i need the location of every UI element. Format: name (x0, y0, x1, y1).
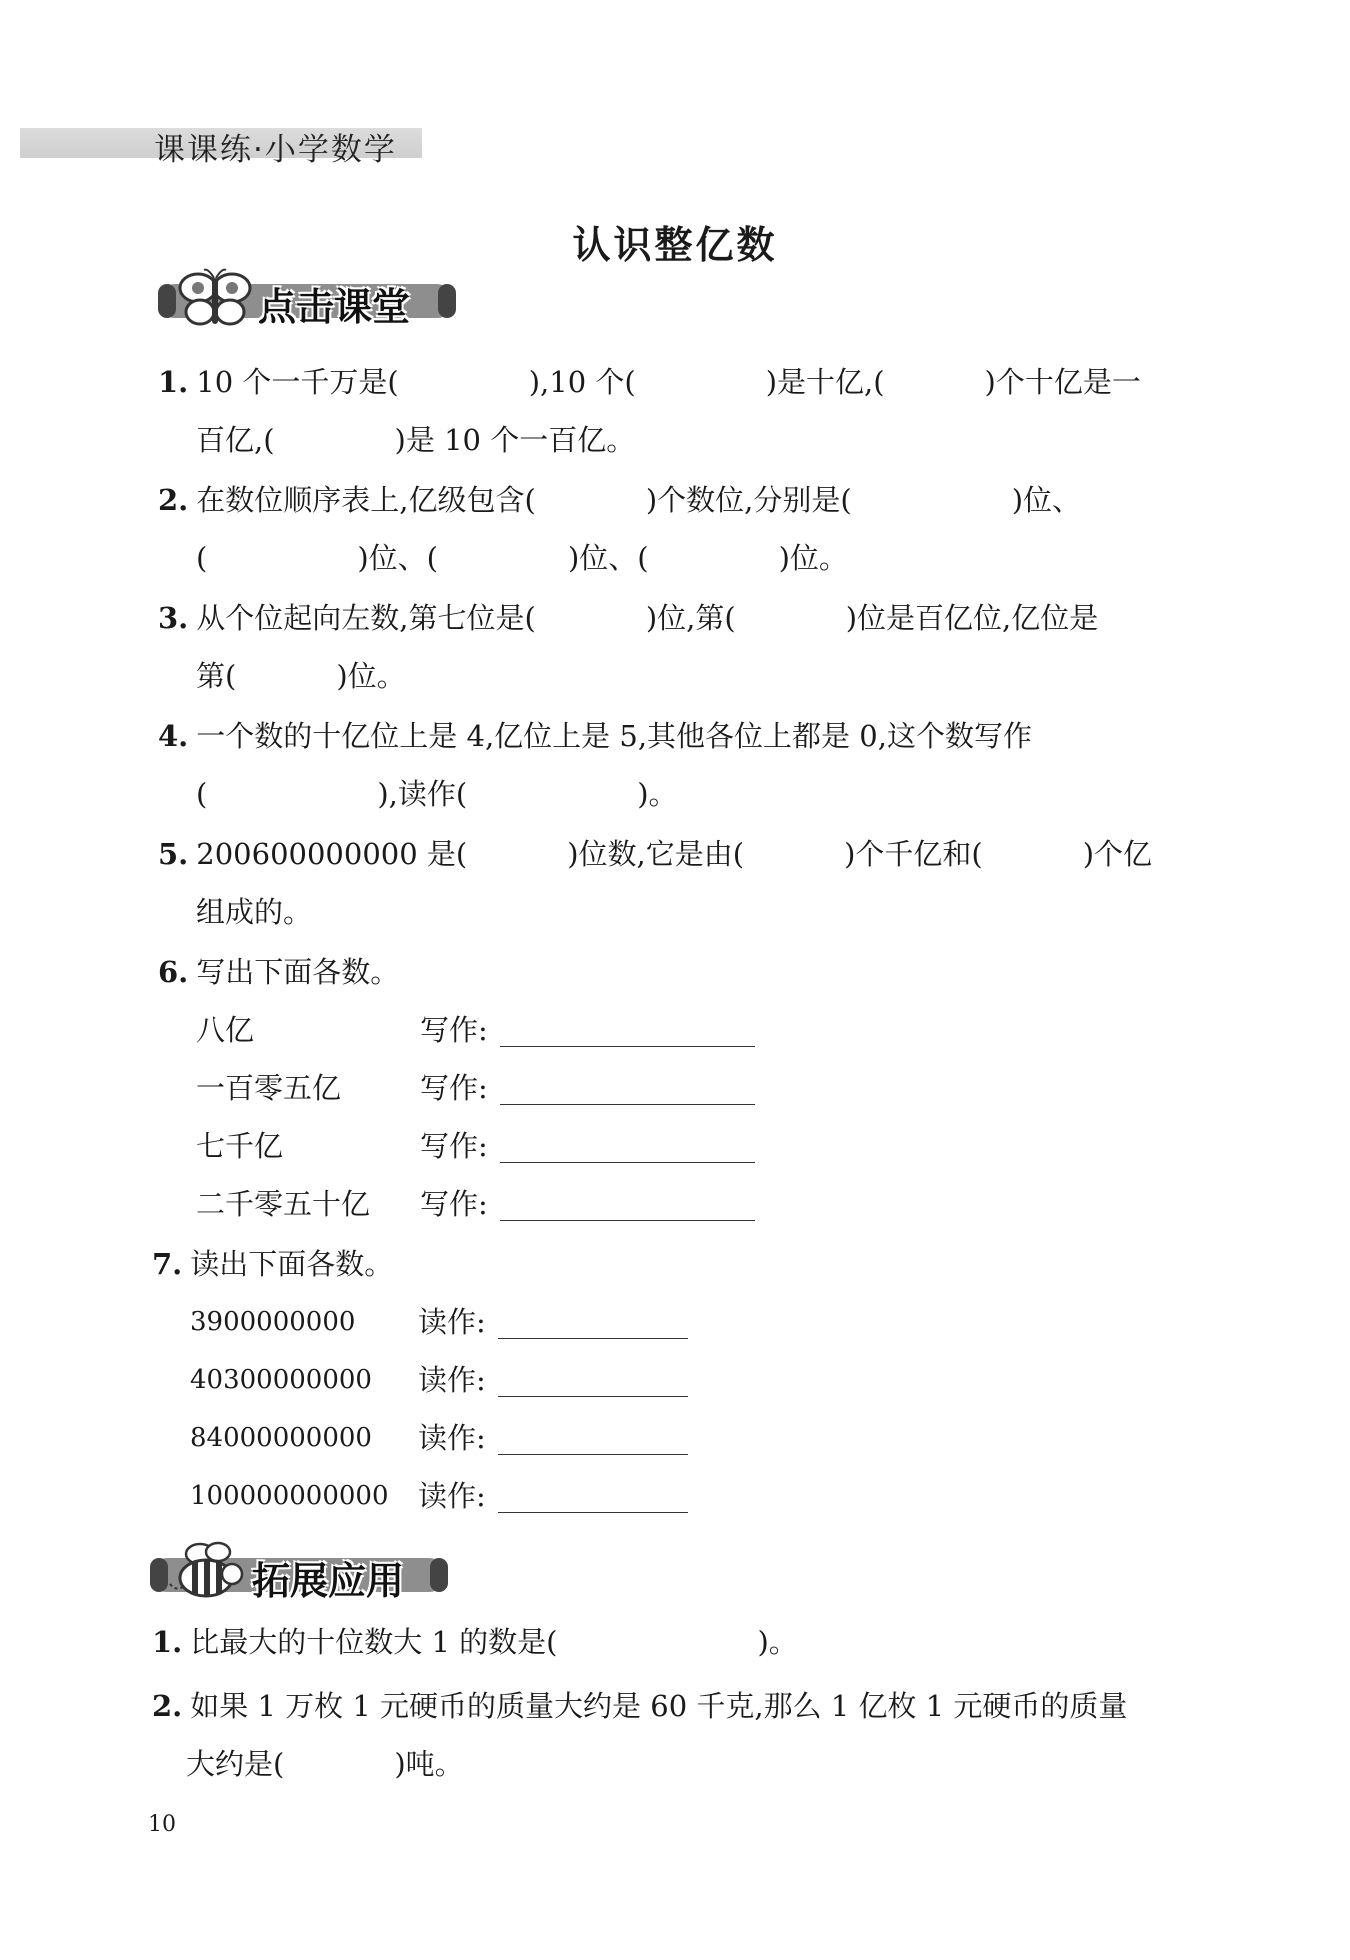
q7-answer-label: 读作: (418, 1421, 486, 1455)
question-3-line-1: 3. 从个位起向左数,第七位是( )位,第( )位是百亿位,亿位是 (158, 601, 1099, 635)
q6-item-label: 七千亿 (196, 1129, 284, 1163)
q6-answer-line[interactable] (500, 1162, 755, 1163)
q7-item-label: 3900000000 (190, 1307, 356, 1337)
question-5-line-2: 组成的。 (196, 895, 313, 929)
section-label-extension: 拓展应用 (252, 1559, 405, 1603)
extension-1-line-1: 1. 比最大的十位数大 1 的数是( )。 (152, 1625, 798, 1659)
question-3-line-2: 第( )位。 (196, 659, 406, 693)
q6-answer-line[interactable] (500, 1046, 755, 1047)
extension-2-line-2: 大约是( )吨。 (186, 1747, 464, 1781)
extension-2-line-1: 2. 如果 1 万枚 1 元硬币的质量大约是 60 千克,那么 1 亿枚 1 元硬币的质量 (152, 1689, 1128, 1723)
page-title: 认识整亿数 (572, 223, 778, 267)
q7-answer-line[interactable] (498, 1512, 688, 1513)
q6-answer-label: 写作: (420, 1013, 488, 1047)
question-1-line-2: 百亿,( )是 10 个一百亿。 (196, 423, 636, 457)
q6-item-label: 一百零五亿 (196, 1071, 342, 1105)
book-header: 课课练·小学数学 (154, 132, 397, 168)
q7-answer-line[interactable] (498, 1338, 688, 1339)
q7-item-label: 100000000000 (190, 1481, 389, 1511)
section-label-classroom: 点击课堂 (258, 285, 411, 329)
q6-answer-line[interactable] (500, 1220, 755, 1221)
page-number: 10 (148, 1812, 176, 1837)
question-number: 1. (158, 365, 189, 399)
q6-answer-label: 写作: (420, 1129, 488, 1163)
question-7-prompt: 7. 读出下面各数。 (152, 1247, 394, 1281)
question-4-line-1: 4. 一个数的十亿位上是 4,亿位上是 5,其他各位上都是 0,这个数写作 (158, 719, 1032, 753)
q6-item-label: 二千零五十亿 (196, 1187, 371, 1221)
question-4-line-2: ( ),读作( )。 (196, 777, 678, 811)
question-5-line-1: 5. 200600000000 是( )位数,它是由( )个千亿和( )个亿 (158, 837, 1153, 871)
q7-item-label: 84000000000 (190, 1423, 372, 1453)
q6-item-label: 八亿 (196, 1013, 255, 1047)
q7-answer-label: 读作: (418, 1479, 486, 1513)
q6-answer-label: 写作: (420, 1187, 488, 1221)
q7-answer-label: 读作: (418, 1363, 486, 1397)
section-banner-extension (150, 1546, 450, 1604)
question-1-line-1: 1. 10 个一千万是( ),10 个( )是十亿,( )个十亿是一 (158, 365, 1141, 399)
q7-answer-label: 读作: (418, 1305, 486, 1339)
q7-answer-line[interactable] (498, 1454, 688, 1455)
q7-item-label: 40300000000 (190, 1365, 372, 1395)
section-banner-classroom (158, 272, 458, 330)
bee-icon (166, 1540, 250, 1606)
q6-answer-line[interactable] (500, 1104, 755, 1105)
question-6-prompt: 6. 写出下面各数。 (158, 955, 400, 989)
q6-answer-label: 写作: (420, 1071, 488, 1105)
question-2-line-2: ( )位、( )位、( )位。 (196, 541, 848, 575)
question-2-line-1: 2. 在数位顺序表上,亿级包含( )个数位,分别是( )位、 (158, 483, 1082, 517)
q7-answer-line[interactable] (498, 1396, 688, 1397)
butterfly-icon (176, 266, 256, 332)
